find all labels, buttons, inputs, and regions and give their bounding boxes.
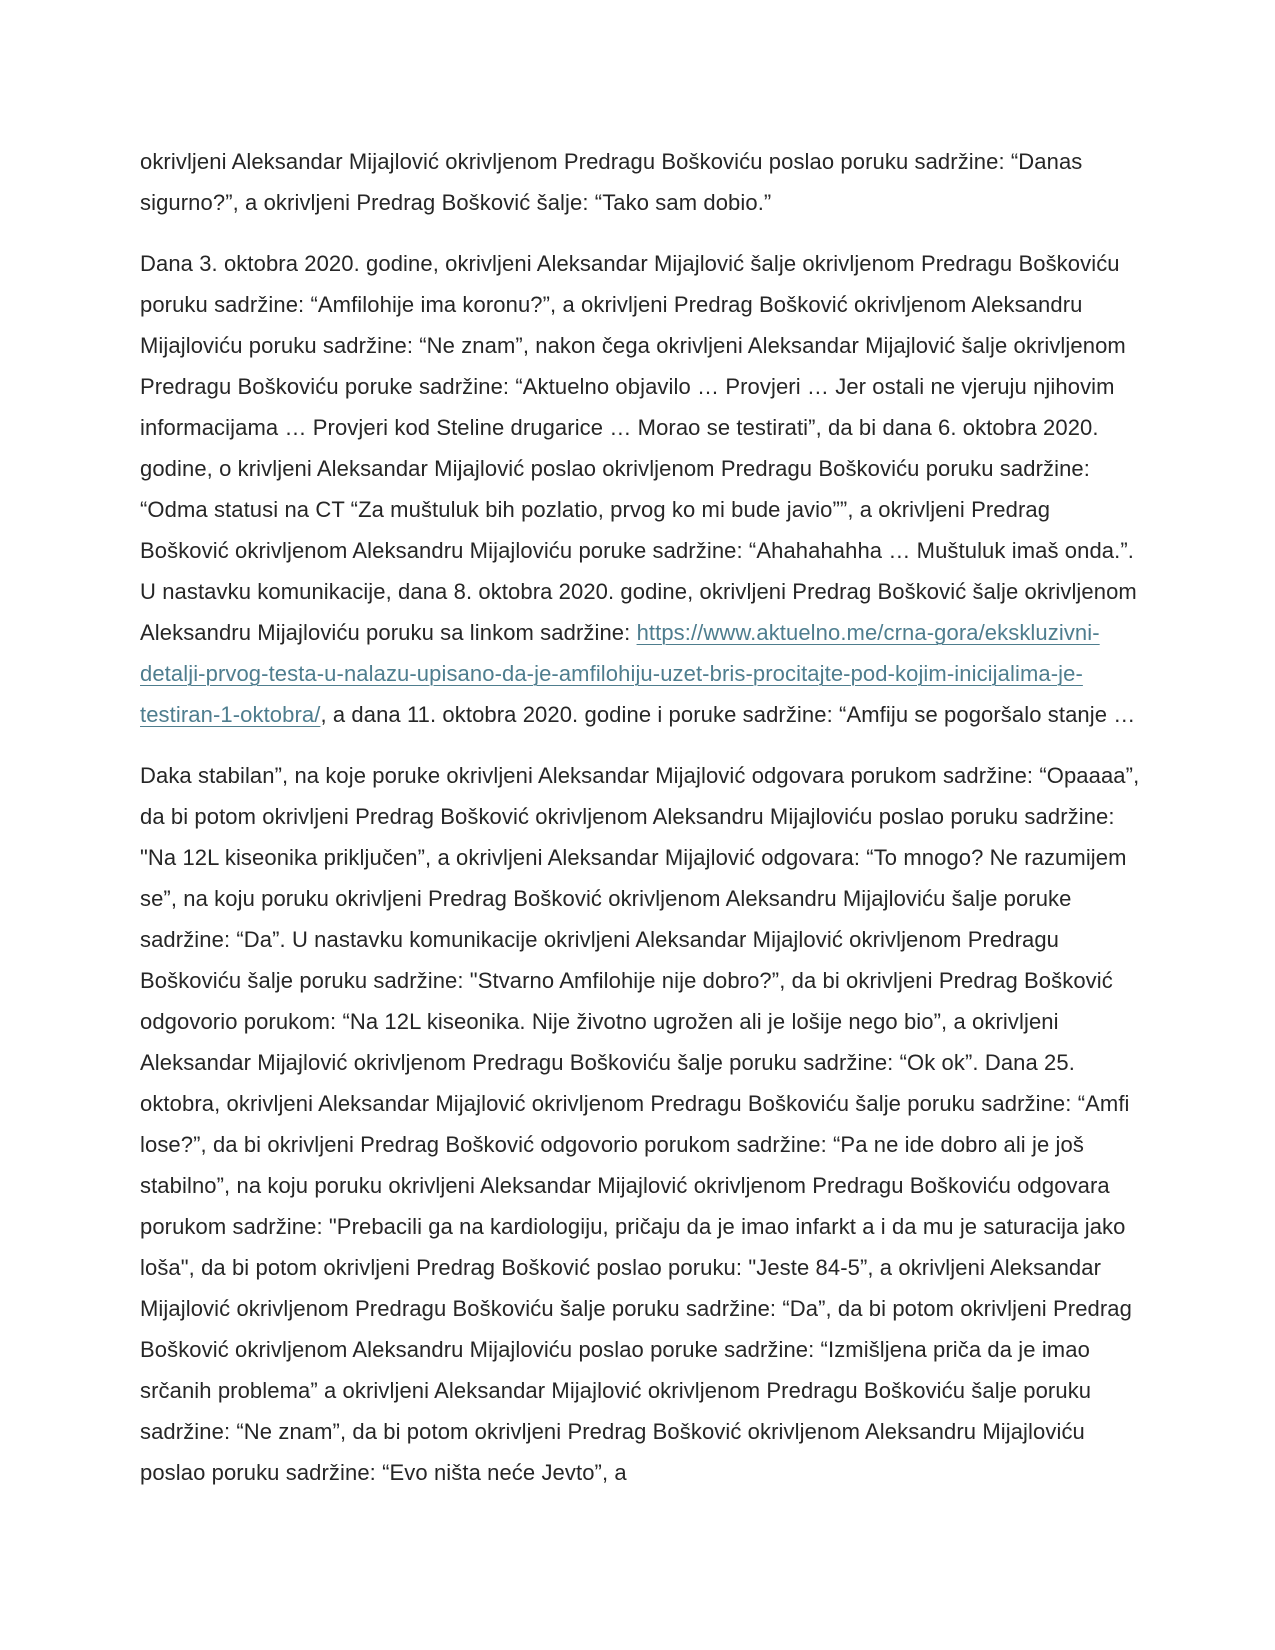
paragraph-text: Daka stabilan”, na koje poruke okrivljeni Aleksandar Mijajlović odgovara porukom sadržine: “Opaaaa”, da bi potom okrivljeni Predrag Bošković okrivljenom Aleksandru Mijajloviću poslao poruku sadržine: "Na 12L kiseonika priključen”, a okrivljeni Aleksandar Mijajlović odgovara: “To mnogo? Ne razumijem se”, na koju poruku okrivljeni Predrag Bošković okrivljenom Aleksandru Mijajloviću šalje poruke sadržine: “Da”. U nastavku komunikacije okrivljeni Aleksandar Mijajlović okrivljenom Predragu Boškoviću šalje poruku sadržine: "Stvarno Amfilohije nije dobro?”, da bi okrivljeni Predrag Bošković odgovorio porukom: “Na 12L kiseonika. Nije životno ugrožen ali je lošije nego bio”, a okrivljeni Aleksandar Mijajlović okrivljenom Predragu Boškoviću šalje poruku sadržine: “Ok ok”. Dana 25. oktobra, okrivljeni Aleksandar Mijajlović okrivljenom Predragu Boškoviću šalje poruku sadržine: “Amfi lose?”, da bi okrivljeni Predrag Bošković odgovorio porukom sadržine: “Pa ne ide dobro ali je još stabilno”, na koju poruku okrivljeni Aleksandar Mijajlović okrivljenom Predragu Boškoviću odgovara porukom sadržine: "Prebacili ga na kardiologiju, pričaju da je imao infarkt a i da mu je saturacija jako loša", da bi potom okrivljeni Predrag Bošković poslao poruku: "Jeste 84-5”, a okrivljeni Aleksandar Mijajlović okrivljenom Predragu Boškoviću šalje poruku sadržine: “Da”, da bi potom okrivljeni Predrag Bošković okrivljenom Aleksandru Mijajloviću poslao poruke sadržine: “Izmišljena priča da je imao srčanih problema” a okrivljeni Aleksandar Mijajlović okrivljenom Predragu Boškoviću šalje poruku sadržine: “Ne znam”, da bi potom okrivljeni Predrag Bošković okrivljenom Aleksandru Mijajloviću poslao poruku sadržine: “Evo ništa neće Jevto”, a — [140, 763, 1140, 1485]
paragraph-text: okrivljeni Aleksandar Mijajlović okrivljenom Predragu Boškoviću poslao poruku sadržine: “Danas sigurno?”, a okrivljeni Predrag Bošković šalje: “Tako sam dobio.” — [140, 149, 1083, 215]
paragraph-text: Dana 3. oktobra 2020. godine, okrivljeni Aleksandar Mijajlović šalje okrivljenom Predragu Boškoviću poruku sadržine: “Amfilohije ima koronu?”, a okrivljeni Predrag Bošković okrivljenom Aleksandru Mijajloviću poruku sadržine: “Ne znam”, nakon čega okrivljeni Aleksandar Mijajlović šalje okrivljenom Predragu Boškoviću poruke sadržine: “Aktuelno objavilo … Provjeri … Jer ostali ne vjeruju njihovim informacijama … Provjeri kod Steline drugarice … Morao se testirati”, da bi dana 6. oktobra 2020. godine, o krivljeni Aleksandar Mijajlović poslao okrivljenom Predragu Boškoviću poruku sadržine: “Odma statusi na CT “Za muštuluk bih pozlatio, prvog ko mi bude javio””, a okrivljeni Predrag Bošković okrivljenom Aleksandru Mijajloviću poruke sadržine: “Ahahahahha … Muštuluk imaš onda.”. U nastavku komunikacije, dana 8. oktobra 2020. godine, okrivljeni Predrag Bošković šalje okrivljenom Aleksandru Mijajloviću poruku sa linkom sadržine: — [140, 251, 1137, 645]
paragraph — [140, 141, 1140, 223]
document-text-block — [140, 141, 1140, 1513]
paragraph — [140, 243, 1140, 735]
aktuelno-article-link[interactable]: https://www.aktuelno.me/crna-gora/ekskluzivni-detalji-prvog-testa-u-nalazu-upisano-da-je-amfilohiju-uzet-bris-procitajte-pod-kojim-inicijalima-je-testiran-1-oktobra/ — [140, 620, 1100, 727]
paragraph — [140, 755, 1140, 1493]
paragraph-text: , a dana 11. oktobra 2020. godine i poruke sadržine: “Amfiju se pogoršalo stanje … — [320, 702, 1136, 727]
